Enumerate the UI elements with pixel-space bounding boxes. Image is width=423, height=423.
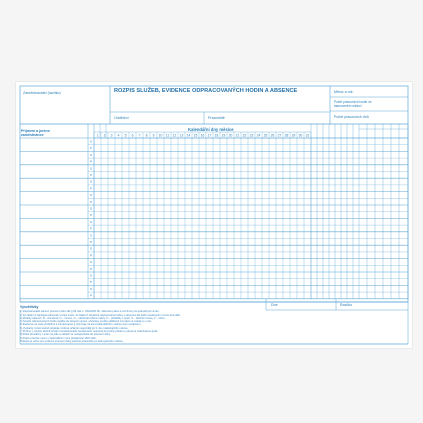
department-label: Oddělení	[114, 116, 129, 120]
day-number: 21	[235, 133, 240, 138]
notes-list	[20, 310, 404, 343]
row-code: S	[89, 233, 93, 238]
row-code: S	[89, 179, 93, 184]
row-code: P	[89, 226, 93, 231]
day-number: 7	[138, 133, 141, 138]
day-number: 18	[214, 133, 219, 138]
day-number: 16	[200, 133, 205, 138]
day-number: 10	[158, 133, 163, 138]
day-number: 15	[193, 133, 198, 138]
row-code: P	[89, 266, 93, 271]
day-number: 23	[249, 133, 254, 138]
row-code: P	[89, 213, 93, 218]
day-number: 14	[186, 133, 191, 138]
note-line: 8) Doba přestávky v práci na jídlo a oddech se nezapočítává do pracovní doby.	[20, 333, 111, 337]
row-code: P	[89, 293, 93, 298]
notes-section	[20, 306, 404, 343]
day-number: 5	[124, 133, 127, 138]
row-code: S	[89, 139, 93, 144]
day-number: 20	[228, 133, 233, 138]
row-code: P	[89, 280, 93, 285]
day-number: 2	[103, 133, 106, 138]
row-code: P	[89, 146, 93, 151]
day-number: 26	[270, 133, 275, 138]
form-title: ROZPIS SLUŽEB, EVIDENCE ODPRACOVANÝCH HODIN A ABSENCE	[114, 88, 298, 94]
row-code: S	[89, 206, 93, 211]
attendance-form-sheet	[16, 82, 412, 348]
day-number: 3	[110, 133, 113, 138]
day-number: 13	[179, 133, 184, 138]
day-number: 17	[207, 133, 212, 138]
day-number: 31	[305, 133, 310, 138]
calendar-days-label: Kalendářní dny měsíce	[188, 127, 234, 132]
row-code: P	[89, 253, 93, 258]
day-number: 28	[284, 133, 289, 138]
day-number: 19	[221, 133, 226, 138]
workplace-label: Pracoviště	[208, 116, 225, 120]
row-code: S	[89, 193, 93, 198]
note-line: 9) Práce přesčas nesmí v kalendářním roce přesáhnout 150 hodin.	[20, 336, 97, 340]
row-code: P	[89, 172, 93, 177]
footer-date-label: Dne	[271, 303, 278, 307]
row-code: S	[89, 246, 93, 251]
name-column-label: Příjmení a jméno zaměstnance	[21, 129, 50, 138]
row-code: P	[89, 199, 93, 204]
row-code: S	[89, 219, 93, 224]
note-line: 4) Součet odpracovaných hodin zapište do sloupců vpravo, přesčasy uveďte odděleně od práce ve svátek a v noci.	[20, 320, 152, 324]
day-number: 24	[256, 133, 261, 138]
note-line: 2) Do řádku S zapisujte plánovaný rozpis směn, do řádku P skutečně odpracované hodiny a absence dle kódů uvedených v tomto formuláři.	[20, 313, 181, 317]
footer-sign-label: Razítko	[340, 303, 353, 307]
day-number: 1	[96, 133, 99, 138]
day-number: 30	[298, 133, 303, 138]
row-code: S	[89, 273, 93, 278]
note-line: 7) Změny v rozpisu služeb oznámí zaměstnavatel zaměstnanci nejméně dva týdny předem, pokud se nedohodnou jinak.	[20, 330, 159, 334]
row-code: S	[89, 166, 93, 171]
day-number: 9	[152, 133, 155, 138]
row-code: S	[89, 260, 93, 265]
day-number: 25	[263, 133, 268, 138]
day-number: 8	[145, 133, 148, 138]
row-code: S	[89, 286, 93, 291]
row-code: P	[89, 239, 93, 244]
day-number: 4	[117, 133, 120, 138]
note-line: 3) Zkratky absencí: D – dovolená, N – nemoc, O – ošetřování člena rodiny, P – překážky v práci, S – služební cesta, V – volno.	[20, 316, 166, 320]
row-code: S	[89, 152, 93, 157]
note-line: 1) Zaměstnavatel stanoví pracovní dobu dle § 83 zák. č. 262/2006 Sb. zákoníku práce a rozvrhne ji do jednotlivých směn.	[20, 310, 160, 314]
note-line: 6) Vyplněný rozpis služeb předejte mzdové účtárně nejpozději do 3. dne následujícího měsíce.	[20, 326, 129, 330]
note-line: 5) Evidence se vede průběžně a zaměstnanec ji potvrzuje na konci kalendářního měsíce svým podpisem.	[20, 323, 142, 327]
note-line: Tiskopis je určen pro evidenci pracovní doby jednoho pracoviště po dobu jednoho měsíce.	[20, 339, 124, 343]
day-number: 22	[242, 133, 247, 138]
row-code: P	[89, 159, 93, 164]
working-days-label: Počet pracovních dnů	[334, 115, 369, 119]
planned-hours-label: Počet pracovních hodin ve stanoveném měsíci	[334, 100, 372, 108]
day-number: 29	[291, 133, 296, 138]
employer-label: Zaměstnavatel (razítko)	[23, 91, 61, 95]
day-number: 12	[172, 133, 177, 138]
day-number: 27	[277, 133, 282, 138]
month-year-label: Měsíc a rok:	[334, 90, 354, 94]
day-number: 11	[165, 133, 170, 138]
day-number: 6	[131, 133, 134, 138]
notes-heading: Vysvětlivky	[20, 305, 39, 309]
row-code: P	[89, 186, 93, 191]
